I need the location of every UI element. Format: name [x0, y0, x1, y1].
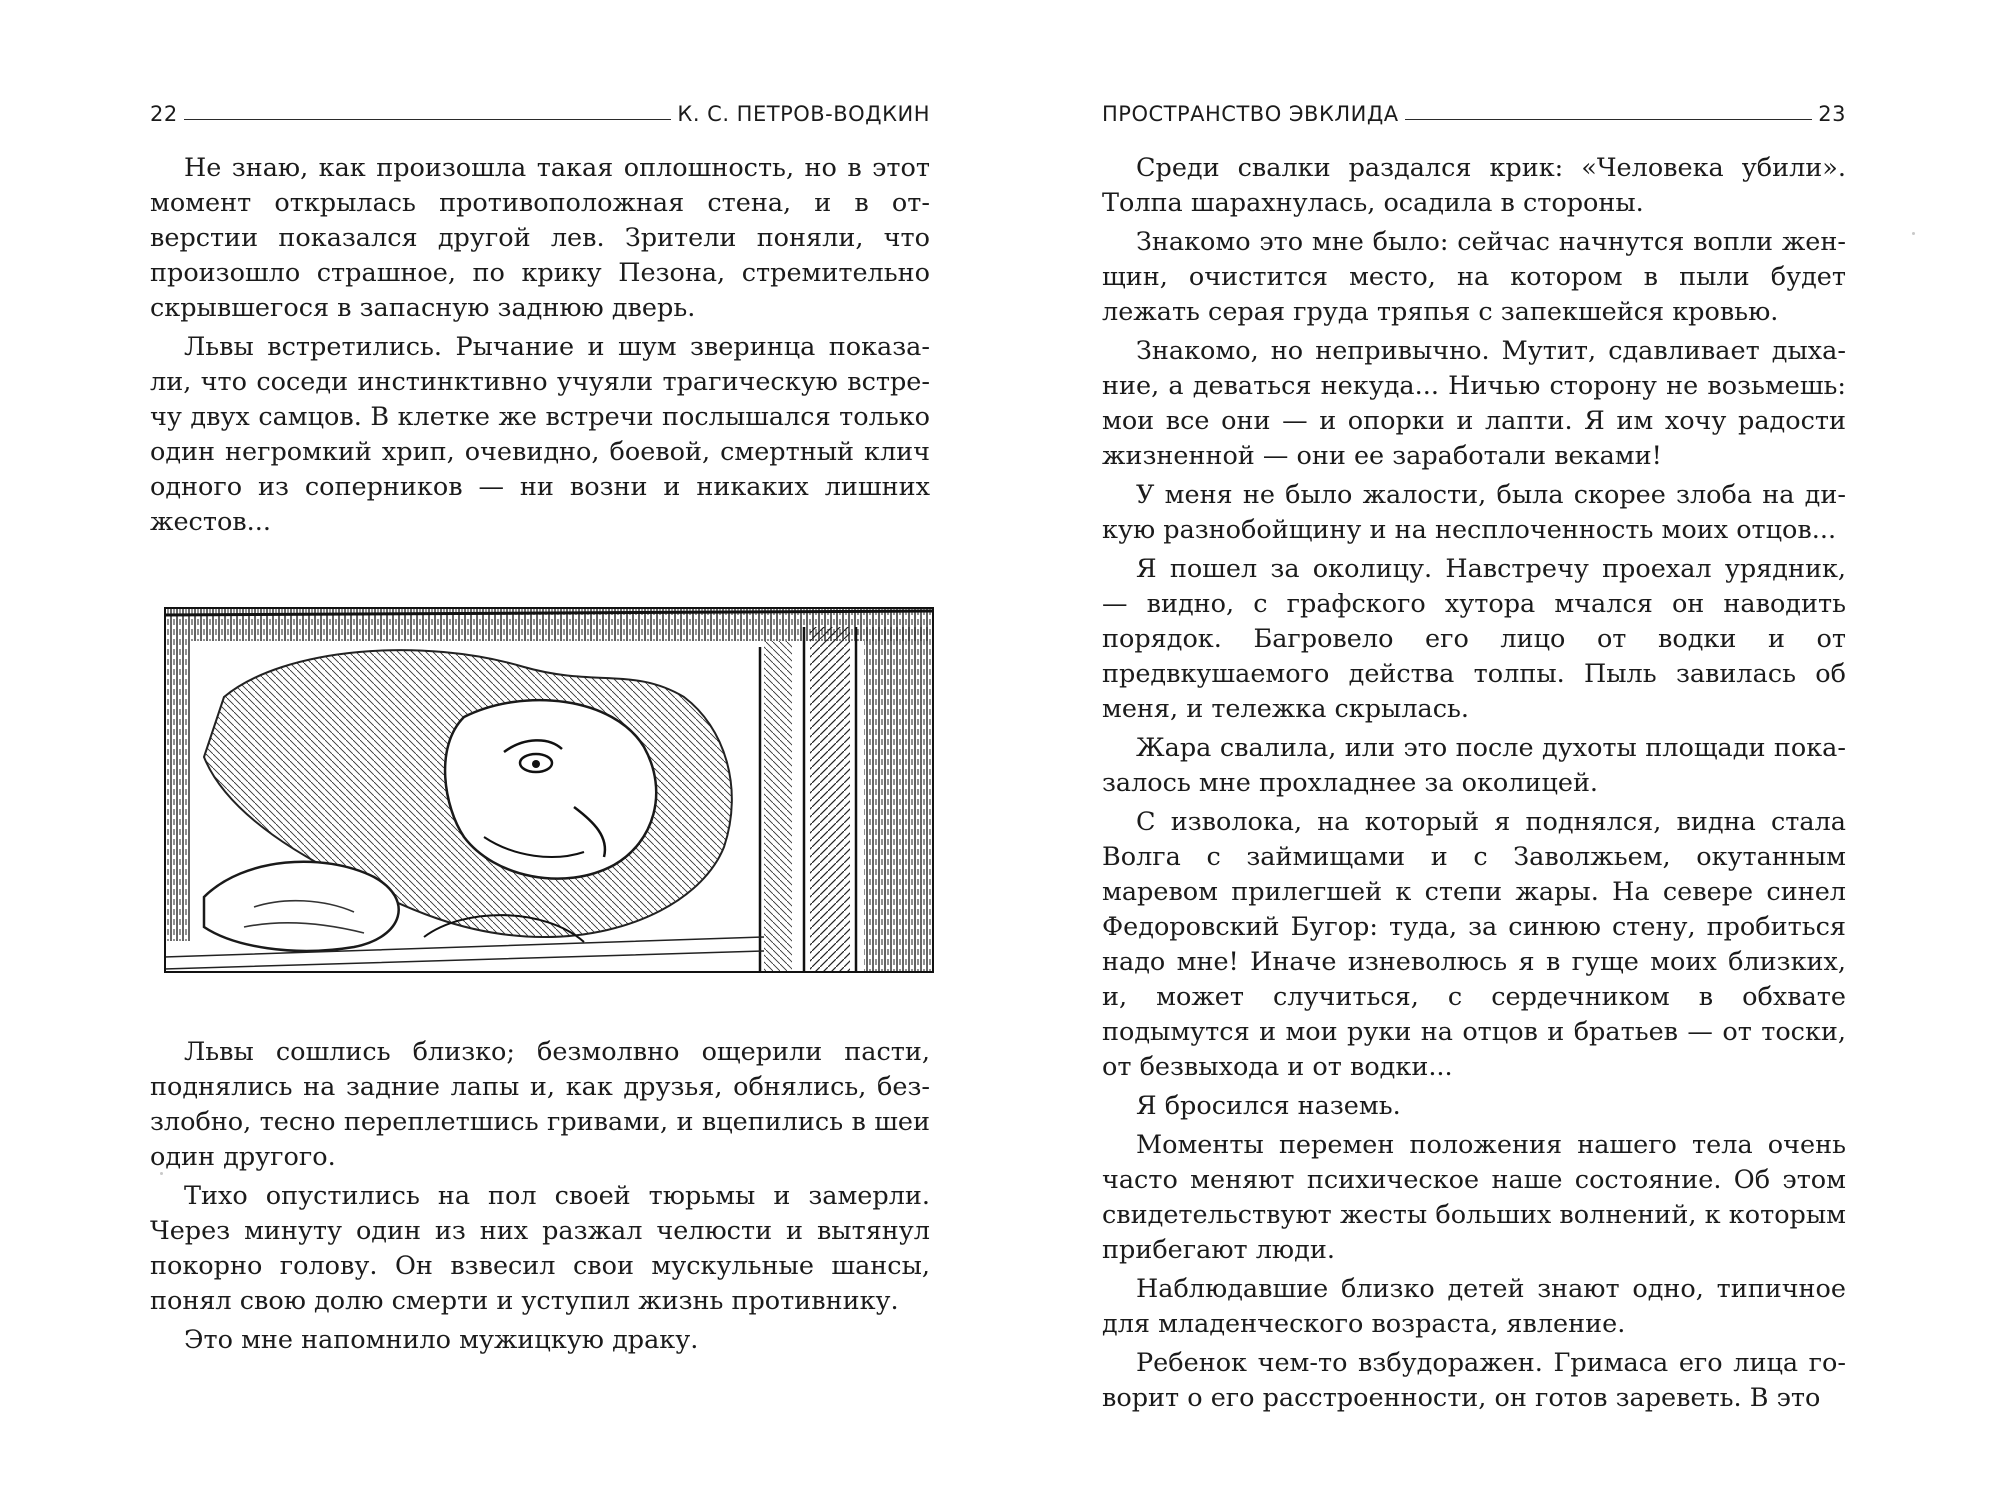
paragraph: Я пошел за околицу. Навстречу проехал урядник, — видно, с графского хутора мчался он наводить порядок. Багровело его лицо от водки и от предвкушаемого действа толпы. Пыль завилась об меня, и тележка скрылась.: [1102, 554, 1846, 724]
lion-drawing: [164, 607, 934, 973]
paragraph: Это мне напомнило мужицкую драку.: [184, 1325, 699, 1355]
left-text-top: [150, 151, 930, 544]
paragraph: Я бросился наземь.: [1136, 1091, 1401, 1121]
left-header-rule: [184, 119, 672, 120]
paragraph: Львы сошлись близко; безмолвно ощерили пасти, поднялись на задние лапы и, как друзья, обнялись, беззлобно, тесно переплетшись гривами, и вцепились в шеи один другого.: [150, 1037, 930, 1172]
lion-paw: [204, 862, 399, 951]
right-running-head: [1102, 96, 1846, 126]
paper-speck: [160, 1172, 163, 1175]
right-running-title: ПРОСТРАНСТВО ЭВКЛИДА: [1102, 102, 1399, 126]
cage-wall: [864, 627, 934, 973]
left-running-title: К. С. ПЕТРОВ-ВОДКИН: [677, 102, 930, 126]
paragraph: Не знаю, как произошла такая оплошность, но в этот момент открылась противоположная стена, и в отверстии показался другой лев. Зрители поняли, что произошло страшное, по крику Пезона, стремительно скрывшегося в запасную заднюю дверь.: [150, 153, 930, 323]
left-hatching: [164, 641, 190, 941]
paragraph: Тихо опустились на пол своей тюрьмы и замерли. Через минуту один из них разжал челюсти и вытянул покорно голову. Он взвесил свои мускульные шансы, понял свою долю смерти и уступил жизнь противнику.: [150, 1181, 930, 1316]
cage-bar: [810, 627, 850, 973]
paragraph: Знакомо это мне было: сейчас начнутся вопли женщин, очистится место, на котором в пыли будет лежать серая груда тряпья с запекшейся кровью.: [1102, 227, 1846, 327]
paragraph: С изволока, на который я поднялся, видна стала Волга с займищами и с Заволжьем, окутанным маревом прилегшей к степи жары. На севере синел Федоровский Бугор: туда, за синюю стену, пробиться надо мне! Иначе изневолюсь я в гуще моих близких, и, может случиться, с сердечником в обхвате подымутся и мои руки на отцов и братьев — от тоски, от безвыхода и от водки...: [1102, 807, 1846, 1082]
right-text: [1102, 151, 1846, 1420]
left-text-bottom: [150, 1035, 930, 1362]
paragraph: Среди свалки раздался крик: «Человека убили». Толпа шарахнулась, осадила в стороны.: [1102, 153, 1846, 218]
left-page-number: 22: [150, 102, 178, 126]
paragraph: Львы встретились. Рычание и шум зверинца показали, что соседи инстинктивно учуяли трагическую встречу двух самцов. В клетке же встречи послышался только один негромкий хрип, очевидно, боевой, смертный клич одного из соперников — ни возни и никаких лишних жестов...: [150, 332, 930, 537]
paragraph: Знакомо, но непривычно. Мутит, сдавливает дыхание, а деваться некуда... Ничью сторону не возьмешь: мои все они — и опорки и лапти. Я им хочу радости жизненной — они ее заработали веками!: [1102, 336, 1846, 471]
paragraph: Жара свалила, или это после духоты площади показалось мне прохладнее за околицей.: [1102, 733, 1846, 798]
paragraph: Моменты перемен положения нашего тела очень часто меняют психическое наше состояние. Об этом свидетельствуют жесты больших волнений, к которым прибегают люди.: [1102, 1130, 1846, 1265]
cage-bar: [764, 641, 792, 973]
right-header-rule: [1405, 119, 1813, 120]
left-page: [150, 0, 930, 1486]
right-page-number: 23: [1818, 102, 1846, 126]
lion-illustration: [164, 607, 934, 973]
paragraph: Наблюдавшие близко детей знают одно, типичное для младенческого возраста, явление.: [1102, 1274, 1846, 1339]
paper-speck: [1912, 232, 1915, 235]
lion-face: [445, 700, 656, 879]
right-page: [1102, 0, 1846, 1486]
left-running-head: [150, 96, 930, 126]
paragraph: Ребенок чем-то взбудоражен. Гримаса его лица говорит о его расстроенности, он готов зареветь. В это: [1102, 1348, 1846, 1413]
paragraph: У меня не было жалости, была скорее злоба на дикую разнобойщину и на несплоченность моих отцов...: [1102, 480, 1846, 545]
